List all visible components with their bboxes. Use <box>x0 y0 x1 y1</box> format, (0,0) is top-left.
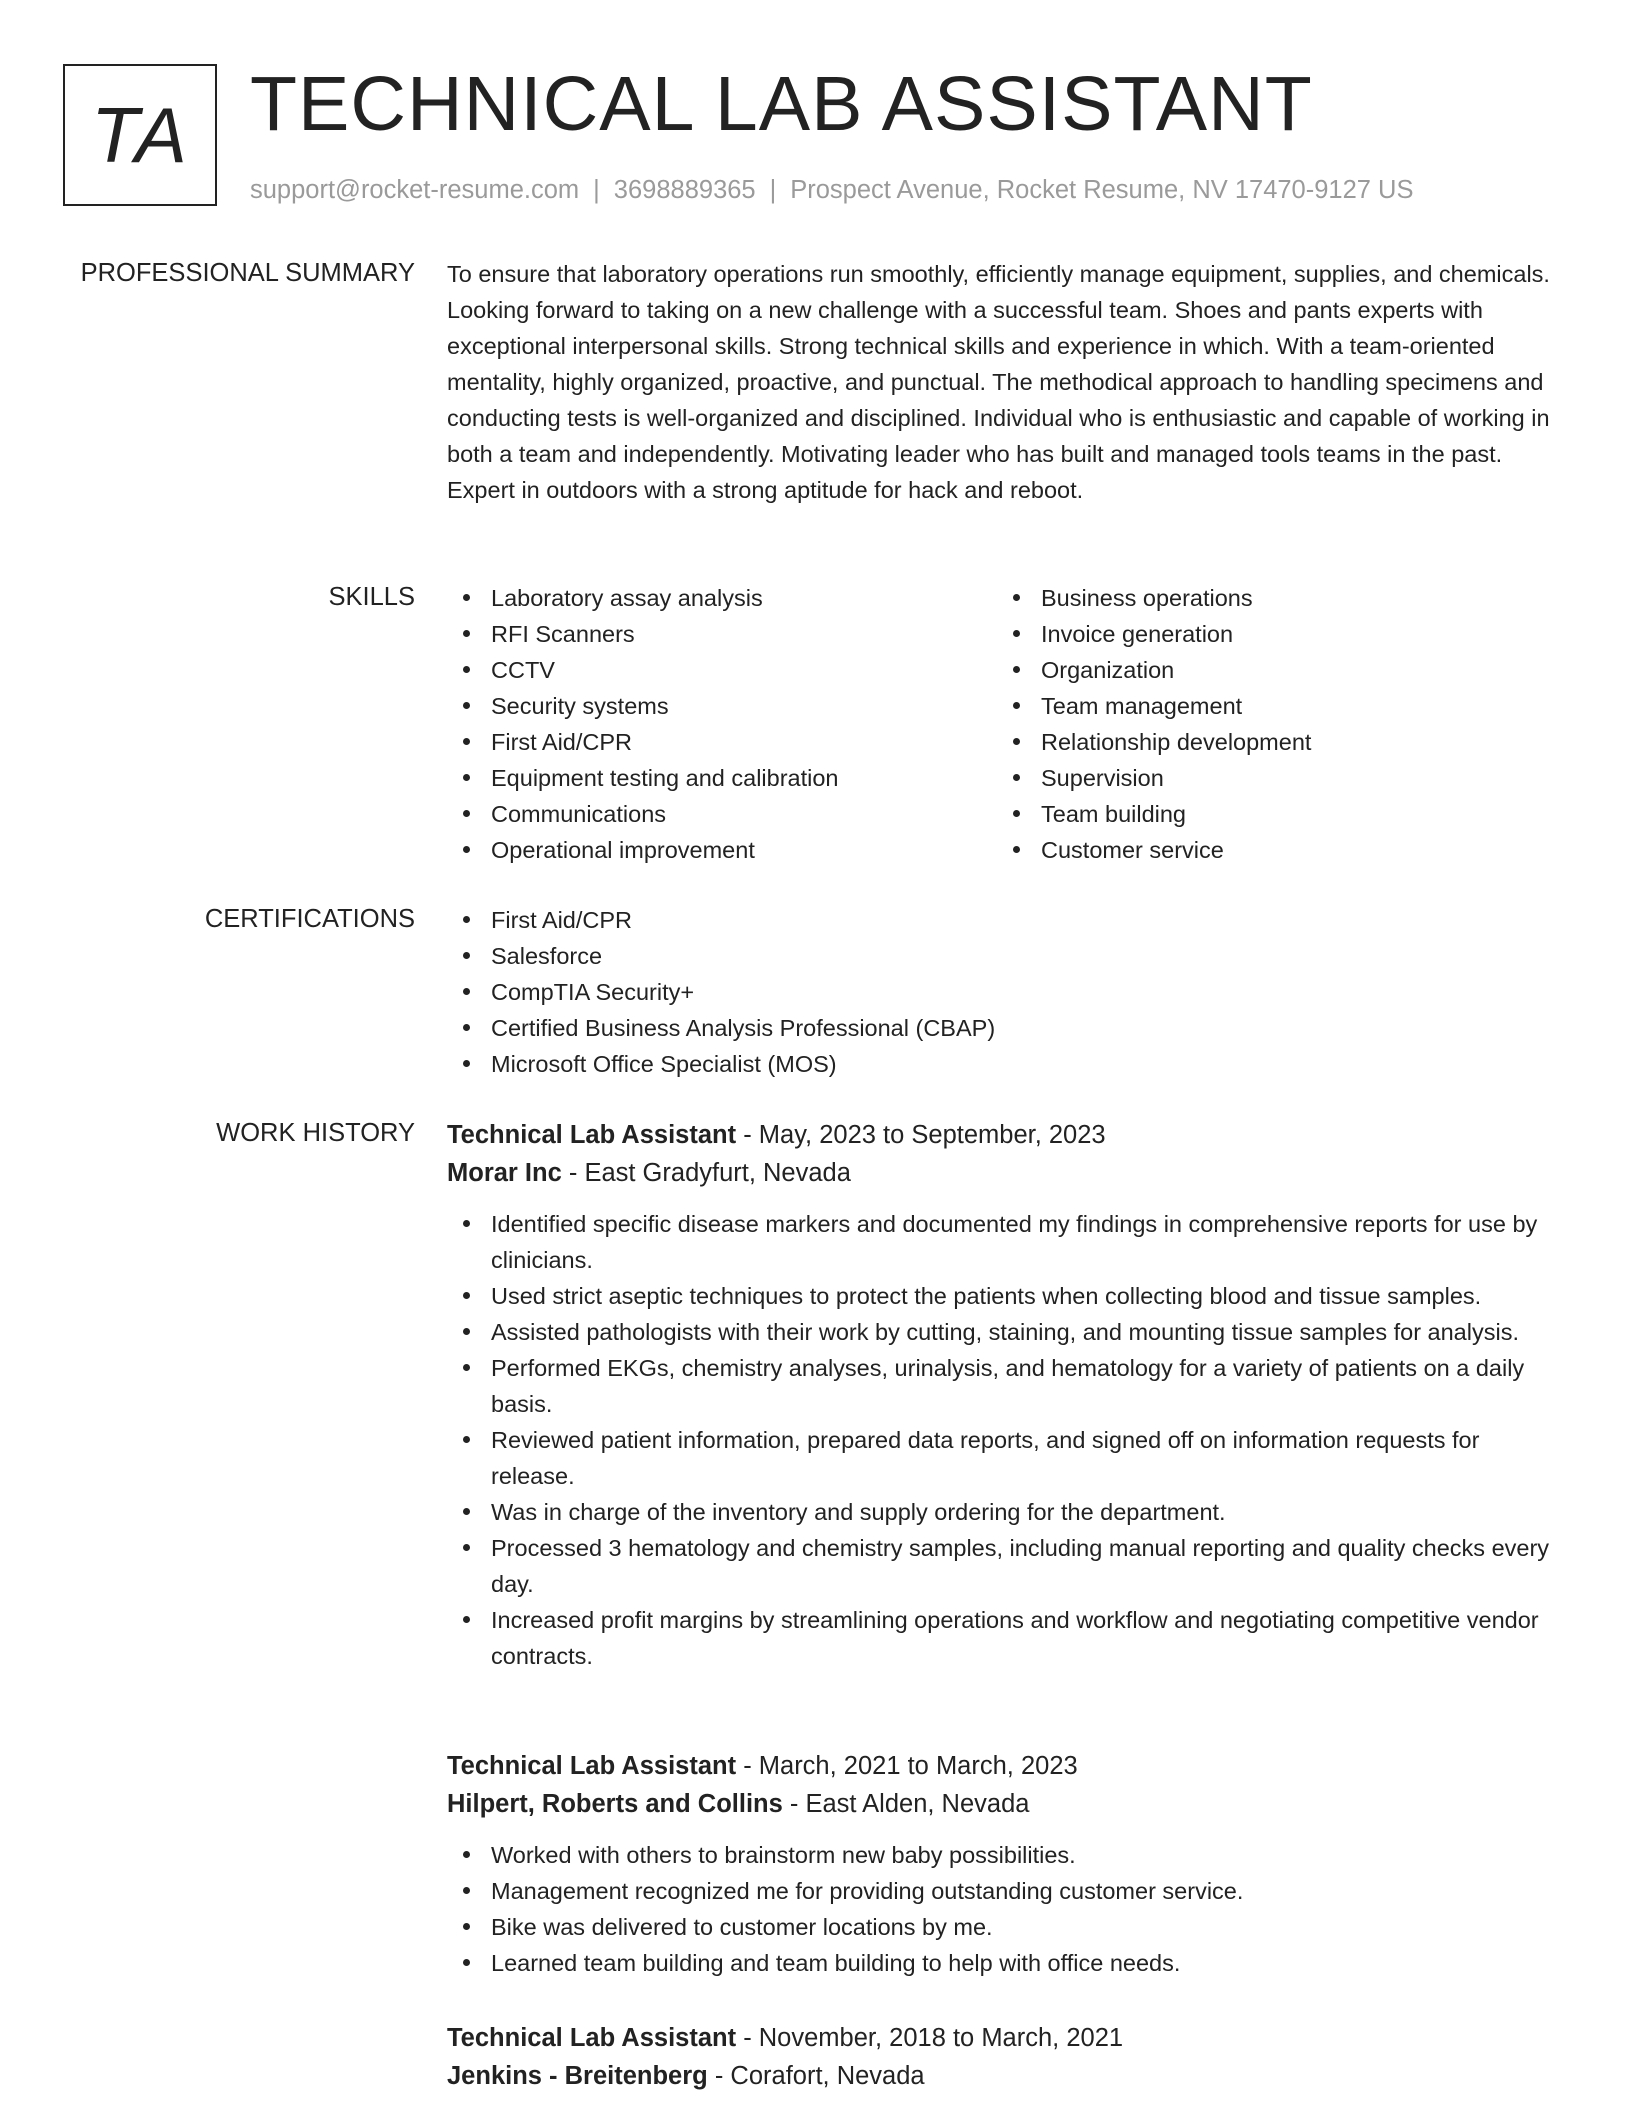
job-bullet: Bike was delivered to customer locations by me. <box>447 1909 1567 1945</box>
job-bullet: Processed 3 hematology and chemistry samples, including manual reporting and quality checks every day. <box>447 1530 1567 1602</box>
job-dates: - November, 2018 to March, 2021 <box>743 2024 1124 2052</box>
skill-item: Organization <box>997 652 1547 688</box>
job-bullets <box>447 1206 1567 1674</box>
job-role: Technical Lab Assistant <box>447 1752 737 1780</box>
job-company-line <box>447 2057 1567 2095</box>
skill-item: Team management <box>997 688 1547 724</box>
section-title: WORK HISTORY <box>216 1119 415 1147</box>
skill-item: Customer service <box>997 832 1547 868</box>
skill-item: Equipment testing and calibration <box>447 760 997 796</box>
job-company: Jenkins - Breitenberg <box>447 2062 708 2090</box>
certifications-list <box>447 902 1567 1082</box>
job-bullet: Increased profit margins by streamlining operations and workflow and negotiating competitive vendor contracts. <box>447 1602 1567 1674</box>
job-location: - East Alden, Nevada <box>789 1790 1030 1818</box>
skills-list-left <box>447 580 997 868</box>
job-role-line <box>447 2019 1567 2057</box>
certification-item: Certified Business Analysis Professional (CBAP) <box>447 1010 1567 1046</box>
skills-body <box>447 580 1567 868</box>
job-entry <box>447 1116 1567 1674</box>
skills-list-right <box>997 580 1547 868</box>
skill-item: Business operations <box>997 580 1547 616</box>
section-title: CERTIFICATIONS <box>204 905 415 933</box>
job-location: - East Gradyfurt, Nevada <box>568 1159 851 1187</box>
job-bullets <box>447 1837 1567 1981</box>
summary-text: To ensure that laboratory operations run smoothly, efficiently manage equipment, supplies, and chemicals. Looking forward to taking on a new challenge with a successful team. Shoes and pants experts with exceptional interpersonal skills. Strong technical skills and experience in which. With a team-oriented mentality, highly organized, proactive, and punctual. The methodical approach to handling specimens and conducting tests is well-organized and disciplined. Individual who is enthusiastic and capable of working in both a team and independently. Motivating leader who has built and managed tools teams in the past. Expert in outdoors with a strong aptitude for hack and reboot. <box>447 261 1550 503</box>
job-entry <box>447 1747 1567 1981</box>
job-bullet: Used strict aseptic techniques to protect the patients when collecting blood and tissue samples. <box>447 1278 1567 1314</box>
certifications-body <box>447 902 1567 1082</box>
resume-header <box>63 61 1592 214</box>
job-role-line <box>447 1747 1567 1785</box>
contact-phone: 3698889365 <box>613 176 756 204</box>
skill-item: Supervision <box>997 760 1547 796</box>
skill-item: CCTV <box>447 652 997 688</box>
contact-separator: | <box>593 176 600 204</box>
job-entry <box>447 2019 1567 2095</box>
job-bullet: Performed EKGs, chemistry analyses, urinalysis, and hematology for a variety of patients on a daily basis. <box>447 1350 1567 1422</box>
job-dates: - May, 2023 to September, 2023 <box>743 1121 1106 1149</box>
job-location: - Corafort, Nevada <box>714 2062 925 2090</box>
skill-item: Communications <box>447 796 997 832</box>
skill-item: RFI Scanners <box>447 616 997 652</box>
job-bullet: Worked with others to brainstorm new baby possibilities. <box>447 1837 1567 1873</box>
skill-item: First Aid/CPR <box>447 724 997 760</box>
skill-item: Laboratory assay analysis <box>447 580 997 616</box>
job-role: Technical Lab Assistant <box>447 1121 737 1149</box>
job-dates: - March, 2021 to March, 2023 <box>743 1752 1078 1780</box>
monogram-badge: TA <box>63 64 217 206</box>
skill-item: Security systems <box>447 688 997 724</box>
section-title: SKILLS <box>328 583 415 611</box>
job-bullet: Was in charge of the inventory and supply ordering for the department. <box>447 1494 1567 1530</box>
job-role-line <box>447 1116 1567 1154</box>
skill-item: Team building <box>997 796 1547 832</box>
job-role: Technical Lab Assistant <box>447 2024 737 2052</box>
job-company-line <box>447 1154 1567 1192</box>
job-bullet: Reviewed patient information, prepared data reports, and signed off on information requests for release. <box>447 1422 1567 1494</box>
candidate-title: TECHNICAL LAB ASSISTANT <box>250 61 1313 147</box>
certification-item: Salesforce <box>447 938 1567 974</box>
job-bullet: Learned team building and team building to help with office needs. <box>447 1945 1567 1981</box>
job-bullet: Identified specific disease markers and documented my findings in comprehensive reports for use by clinicians. <box>447 1206 1567 1278</box>
contact-separator: | <box>769 176 777 204</box>
job-company-line <box>447 1785 1567 1823</box>
job-company: Hilpert, Roberts and Collins <box>447 1790 783 1818</box>
skill-item: Invoice generation <box>997 616 1547 652</box>
skill-item: Operational improvement <box>447 832 997 868</box>
contact-line <box>250 174 1413 207</box>
job-bullet: Management recognized me for providing outstanding customer service. <box>447 1873 1567 1909</box>
section-title: PROFESSIONAL SUMMARY <box>80 259 415 287</box>
job-company: Morar Inc <box>447 1159 562 1187</box>
job-bullet: Assisted pathologists with their work by cutting, staining, and mounting tissue samples for analysis. <box>447 1314 1567 1350</box>
skill-item: Relationship development <box>997 724 1547 760</box>
certification-item: First Aid/CPR <box>447 902 1567 938</box>
certification-item: CompTIA Security+ <box>447 974 1567 1010</box>
contact-email: support@rocket-resume.com <box>250 176 580 204</box>
contact-address: Prospect Avenue, Rocket Resume, NV 17470-9127 US <box>790 176 1414 204</box>
certification-item: Microsoft Office Specialist (MOS) <box>447 1046 1567 1082</box>
